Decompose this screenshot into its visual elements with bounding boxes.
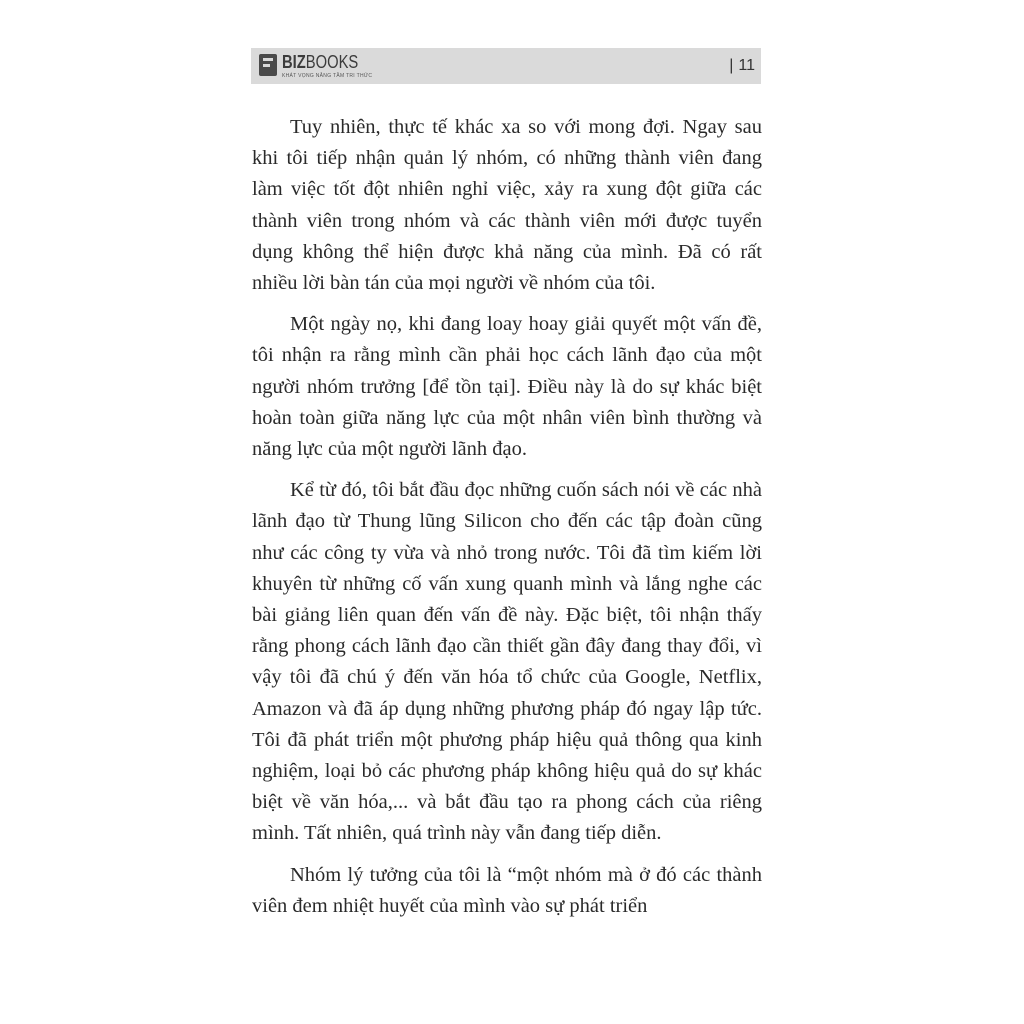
page-number xyxy=(729,57,755,75)
paragraph: Nhóm lý tưởng của tôi là “một nhóm mà ở đó các thành viên đem nhiệt huyết của mình vào sự phát triển xyxy=(252,863,762,917)
paragraph: Kể từ đó, tôi bắt đầu đọc những cuốn sách nói về các nhà lãnh đạo từ Thung lũng Silicon cho đến các tập đoàn cũng như các công ty vừa và nhỏ trong nước. Tôi đã tìm kiếm lời khuyên từ những cố vấn xung quanh mình và lắng nghe các bài giảng liên quan đến vấn đề này. Đặc biệt, tôi nhận thấy rằng phong cách lãnh đạo cần thiết gần đây đang thay đổi, vì vậy tôi đã chú ý đến văn hóa tổ chức của Google, Netflix, Amazon và đã áp dụng những phương pháp đó ngay lập tức. Tôi đã phát triển một phương pháp hiệu quả thông qua kinh nghiệm, loại bỏ các phương pháp không hiệu quả do sự khác biệt về văn hóa,... và bắt đầu tạo ra phong cách của riêng mình. Tất nhiên, quá trình này vẫn đang tiếp diễn. xyxy=(252,479,762,845)
page-number-separator: | xyxy=(729,57,734,74)
paragraph: Tuy nhiên, thực tế khác xa so với mong đợi. Ngay sau khi tôi tiếp nhận quản lý nhóm, có những thành viên đang làm việc tốt đột nhiên nghỉ việc, xảy ra xung đột giữa các thành viên trong nhóm và các thành viên mới được tuyển dụng không thể hiện được khả năng của mình. Đã có rất nhiều lời bàn tán của mọi người về nhóm của tôi. xyxy=(252,116,762,295)
body-text xyxy=(252,112,762,932)
brand-tagline: KHÁT VỌNG NÂNG TẦM TRI THỨC xyxy=(282,73,373,79)
bizbooks-logo xyxy=(259,53,375,79)
page-number-value: 11 xyxy=(738,57,755,74)
brand-light: BOOKS xyxy=(305,52,359,72)
brand-name xyxy=(282,53,358,71)
brand-bold: BIZ xyxy=(282,52,306,72)
book-icon xyxy=(259,54,277,76)
paragraph: Một ngày nọ, khi đang loay hoay giải quyết một vấn đề, tôi nhận ra rằng mình cần phải học cách lãnh đạo của một người nhóm trưởng [để tồn tại]. Điều này là do sự khác biệt hoàn toàn giữa năng lực của một nhân viên bình thường và năng lực của một người lãnh đạo. xyxy=(252,313,762,461)
running-header xyxy=(251,48,761,84)
logo-text xyxy=(282,53,375,79)
